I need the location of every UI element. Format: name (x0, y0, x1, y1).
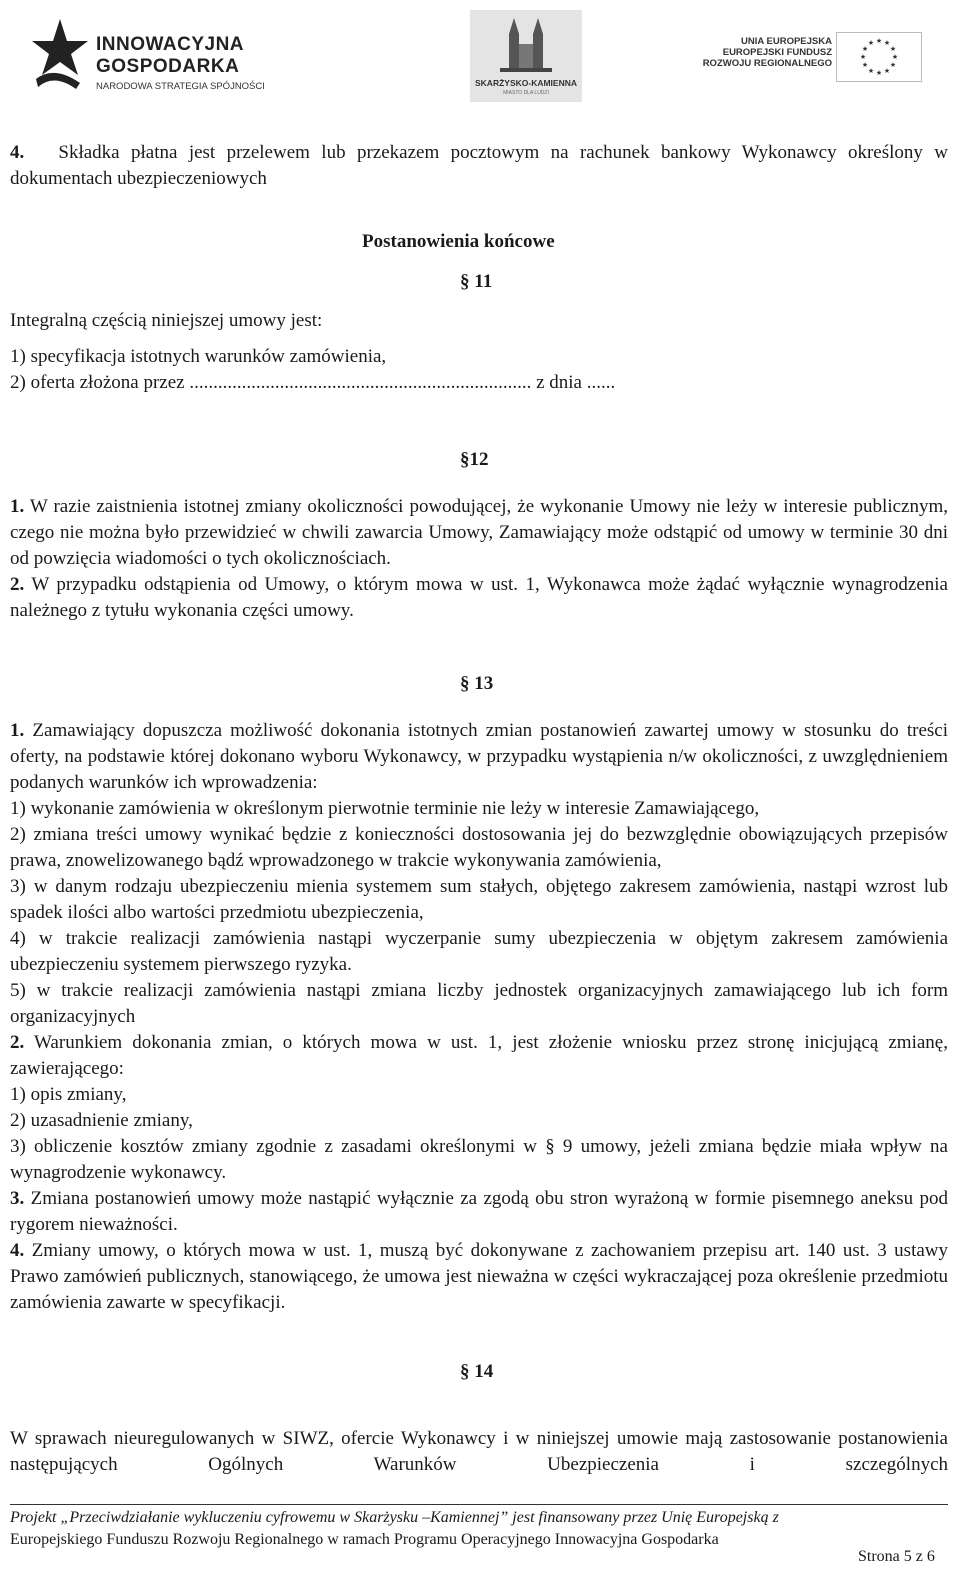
section-14-heading: § 14 (460, 1361, 494, 1382)
s13-p2-text: Warunkiem dokonania zmian, o których mowa w ust. 1, jest złożenie wniosku przez stronę inicjującą zmianę, zawierającego: (10, 1032, 948, 1079)
logo-line-3: NARODOWA STRATEGIA SPÓJNOŚCI (96, 81, 265, 92)
s13-item: 3) w danym rodzaju ubezpieczeniu mienia systemem sum stałych, objętego zakresem zamówienia, nastąpi wzrost lub spadek ilości albo wartości przedmiotu ubezpieczenia, (10, 876, 948, 923)
section-12-heading: §12 (460, 449, 489, 470)
paragraph-4 (10, 140, 948, 192)
page-number: Strona 5 z 6 (858, 1548, 935, 1565)
svg-text:★: ★ (867, 67, 875, 75)
s13-p2-number: 2. (10, 1032, 25, 1053)
svg-text:★: ★ (867, 39, 875, 47)
ig-star-icon (30, 17, 90, 91)
skarzysko-tagline: MIASTO DLA LUDZI (503, 90, 549, 96)
svg-text:★: ★ (861, 61, 869, 69)
innowacyjna-gospodarka-logo (22, 15, 282, 95)
eu-flag-icon (836, 32, 922, 82)
logo-line-1: INNOWACYJNA (96, 34, 245, 55)
svg-text:★: ★ (889, 61, 897, 69)
page-header (0, 0, 960, 112)
s12-p2-number: 2. (10, 574, 25, 595)
section-11-heading: § 11 (460, 271, 493, 292)
page-footer (10, 1504, 948, 1551)
church-towers-icon (496, 16, 556, 74)
skarzysko-name: SKARŻYSKO-KAMIENNA (475, 78, 577, 88)
logo-line-2: GOSPODARKA (96, 56, 240, 77)
p4-number: 4. (10, 142, 25, 163)
svg-text:★: ★ (861, 45, 869, 53)
svg-text:★: ★ (891, 53, 899, 61)
s12-p2-text: W przypadku odstąpienia od Umowy, o którym mowa w ust. 1, Wykonawca może żądać wyłącznie wynagrodzenia należnego z tytułu wykonania części umowy. (10, 574, 948, 621)
s13-p3-text: Zmiana postanowień umowy może nastąpić wyłącznie za zgodą obu stron wyrażoną w formie pisemnego aneksu pod rygorem nieważności. (10, 1188, 948, 1235)
s13-p4-number: 4. (10, 1240, 25, 1261)
footer-funding-line: Europejskiego Funduszu Rozwoju Regionalnego w ramach Programu Operacyjnego Innowacyjna Gospodarka (10, 1531, 719, 1548)
s13-item: 5) w trakcie realizacji zamówienia nastąpi zmiana liczby jednostek organizacyjnych zamawiającego lub ich form organizacyjnych (10, 980, 948, 1027)
footer-divider (10, 1504, 948, 1505)
s13-item: 1) wykonanie zamówienia w określonym pierwotnie terminie nie leży w interesie Zamawiającego, (10, 798, 760, 819)
s12-p1-text: W razie zaistnienia istotnej zmiany okoliczności powodującej, że wykonanie Umowy nie leży w interesie publicznym, czego nie można było przewidzieć w chwili zawarcia Umowy, Zamawiający może odstąpić od umowy w terminie 30 dni od powzięcia wiadomości o tych okolicznościach. (10, 496, 948, 569)
eu-text: UNIA EUROPEJSKA EUROPEJSKI FUNDUSZ ROZWOJU REGIONALNEGO (702, 36, 832, 69)
section-12-body (10, 494, 948, 624)
s13-p1-number: 1. (10, 720, 25, 741)
section-13-body (10, 718, 948, 1316)
p4-text: Składka płatna jest przelewem lub przekazem pocztowym na rachunek bankowy Wykonawcy określony w dokumentach ubezpieczeniowych (10, 142, 948, 189)
s13-p4-text: Zmiany umowy, o których mowa w ust. 1, muszą być dokonywane z zachowaniem przepisu art. 140 ust. 3 ustawy Prawo zamówień publicznych, stanowiącego, że umowa jest nieważna w części wykraczającej poza określenie przedmiotu zamówienia zawarte w specyfikacji. (10, 1240, 949, 1313)
s13-p2-item: 1) opis zmiany, (10, 1084, 127, 1105)
svg-text:★: ★ (883, 39, 891, 47)
svg-text:★: ★ (889, 45, 897, 53)
s13-p2-item: 2) uzasadnienie zmiany, (10, 1110, 193, 1131)
footer-project-line: Projekt „Przeciwdziałanie wykluczeniu cyfrowemu w Skarżysku –Kamiennej” jest finansowany przez Unię Europejską z (10, 1509, 779, 1526)
s11-intro: Integralną częścią niniejszej umowy jest: (10, 310, 323, 331)
svg-text:★: ★ (883, 67, 891, 75)
s12-p1-number: 1. (10, 496, 25, 517)
eu-logo (702, 32, 932, 82)
s13-p1-text: Zamawiający dopuszcza możliwość dokonania istotnych zmian postanowień zawartej umowy w stosunku do treści oferty, na podstawie której dokonano wyboru Wykonawcy, w przypadku wystąpienia n/w okoliczności, z uwzględnieniem podanych warunków ich wprowadzenia: (10, 720, 948, 793)
svg-text:★: ★ (875, 69, 883, 77)
s13-item: 2) zmiana treści umowy wynikać będzie z konieczności dostosowania jej do bezwzględnie obowiązujących przepisów prawa, znowelizowanego bądź wprowadzonego w trakcie wykonywania zamówienia, (10, 824, 948, 871)
s13-p2-item: 3) obliczenie kosztów zmiany zgodnie z zasadami określonymi w § 9 umowy, jeżeli zmiana będzie miała wpływ na wynagrodzenie wykonawcy. (10, 1136, 948, 1183)
section-11-body (10, 308, 948, 396)
svg-text:★: ★ (875, 37, 883, 45)
section-14-body (10, 1426, 948, 1478)
s14-text: W sprawach nieuregulowanych w SIWZ, ofercie Wykonawcy i w niniejszej umowie mają zastosowanie postanowienia następujących Ogólnych Warunków Ubezpieczenia i szczególnych (10, 1428, 948, 1475)
s11-item-2: 2) oferta złożona przez ........................................................................ z dnia ...... (10, 372, 616, 393)
section-13-heading: § 13 (460, 673, 494, 694)
svg-text:★: ★ (859, 53, 867, 61)
final-provisions-heading: Postanowienia końcowe (362, 231, 555, 252)
s13-item: 4) w trakcie realizacji zamówienia nastąpi wyczerpanie sumy ubezpieczenia w objętym zakresem zamówienia ubezpieczeniu systemem pierwszego ryzyka. (10, 928, 948, 975)
s13-p3-number: 3. (10, 1188, 25, 1209)
skarzysko-kamienna-logo (470, 10, 582, 102)
s11-item-1: 1) specyfikacja istotnych warunków zamówienia, (10, 346, 387, 367)
